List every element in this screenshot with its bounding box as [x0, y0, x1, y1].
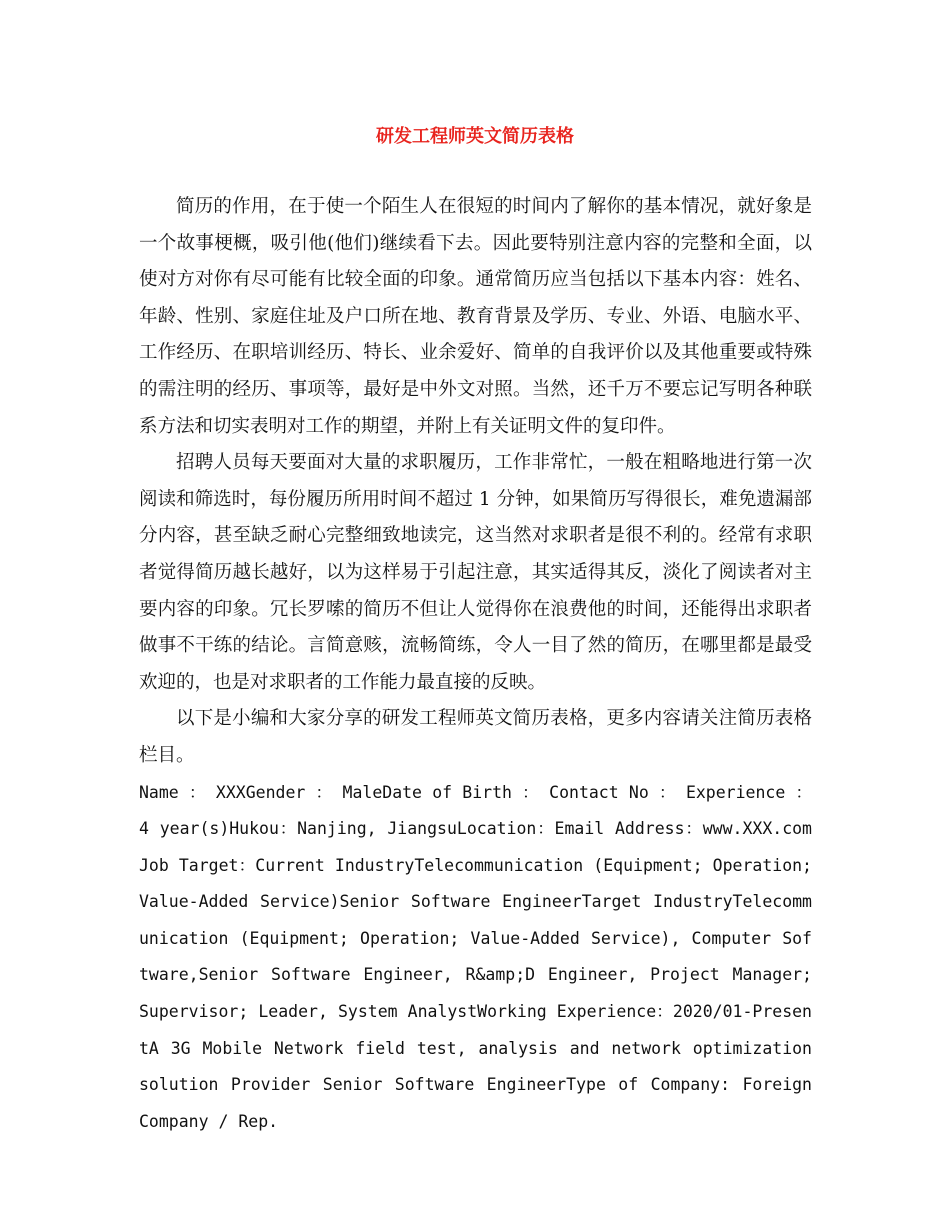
english-resume-text: Name ： XXXGender ： MaleDate of Birth ： Contact No ： Experience ： 4 year(s)Hukou：Nanjing, JiangsuLocation：Email Address：www.XXX.comJob Target：Current IndustryTelecommunication (Equipment; Operation; Value-Added Service)Senior Software EngineerTarget IndustryTelecommunication (Equipment; Operation; Value-Added Service), Computer Software,Senior Software Engineer, R&amp;D Engineer, Project Manager; Supervisor; Leader, System AnalystWorking Experience：2020/01-PresentA 3G Mobile Network field test, analysis and network optimization solution Provider Senior Software EngineerType of Company: Foreign Company / Rep.: [139, 782, 812, 1131]
document-title: 研发工程师英文简历表格: [376, 126, 574, 147]
intro-paragraph-resume-purpose: 简历的作用，在于使一个陌生人在很短的时间内了解你的基本情况，就好象是一个故事梗概，吸引他(他们)继续看下去。因此要特别注意内容的完整和全面，以使对方对你有尽可能有比较全面的印象。通常简历应当包括以下基本内容：姓名、年龄、性别、家庭住址及户口所在地、教育背景及学历、专业、外语、电脑水平、工作经历、在职培训经历、特长、业余爱好、简单的自我评价以及其他重要或特殊的需注明的经历、事项等，最好是中外文对照。当然，还千万不要忘记写明各种联系方法和切实表明对工作的期望，并附上有关证明文件的复印件。: [139, 196, 812, 437]
intro-paragraph-share-note: 以下是小编和大家分享的研发工程师英文简历表格，更多内容请关注简历表格栏目。: [139, 708, 812, 766]
document-body: [139, 189, 812, 1140]
intro-paragraph-recruiter-reading: 招聘人员每天要面对大量的求职履历，工作非常忙，一般在粗略地进行第一次阅读和筛选时，每份履历所用时间不超过 1 分钟，如果简历写得很长，难免遗漏部分内容，甚至缺乏耐心完整细致地读完，这当然对求职者是很不利的。经常有求职者觉得简历越长越好，以为这样易于引起注意，其实适得其反，淡化了阅读者对主要内容的印象。冗长罗嗦的简历不但让人觉得你在浪费他的时间，还能得出求职者做事不干练的结论。言简意赅，流畅简练，令人一目了然的简历，在哪里都是最受欢迎的，也是对求职者的工作能力最直接的反映。: [139, 452, 812, 693]
